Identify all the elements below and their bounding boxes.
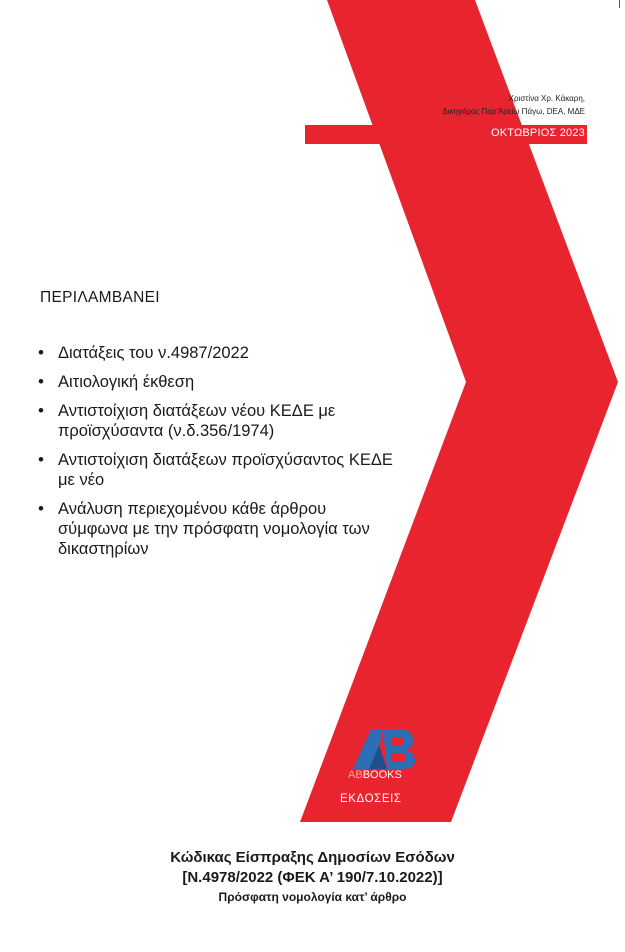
brand-books: BOOKS — [362, 769, 402, 781]
book-subtitle: Πρόσφατη νομολογία κατ’ άρθρο — [218, 890, 407, 904]
list-item: • Αντιστοίχιση διατάξεων νέου ΚΕΔΕ με προϊσχύσαντα (ν.δ.356/1974) — [38, 401, 398, 441]
publisher-brand — [348, 769, 448, 781]
crop-mark — [619, 0, 620, 8]
list-item: • Ανάλυση περιεχομένου κάθε άρθρου σύμφωνα με την πρόσφατη νομολογία των δικαστηρίων — [38, 499, 398, 559]
publisher-label: ΕΚΔΟΣΕΙΣ — [340, 793, 402, 805]
publication-date: ΟΚΤΩΒΡΙΟΣ 2023 — [490, 127, 585, 139]
author-title: Δικηγόρος Παρ'Αρείω Πάγω, DEA, ΜΔΕ — [442, 107, 585, 116]
list-item: • Αιτιολογική έκθεση — [38, 372, 398, 392]
brand-ab: AB — [348, 769, 363, 781]
author-block — [325, 92, 585, 118]
contents-heading: ΠΕΡΙΛΑΜΒΑΝΕΙ — [40, 289, 160, 306]
list-item: • Αντιστοίχιση διατάξεων προϊσχύσαντος ΚΕΔΕ με νέο — [38, 450, 398, 490]
book-law-reference: [Ν.4978/2022 (ΦΕΚ Α’ 190/7.10.2022)] — [182, 869, 443, 886]
book-title: Κώδικας Είσπραξης Δημοσίων Εσόδων — [170, 849, 455, 866]
book-title-block — [0, 848, 625, 906]
author-name: Χριστίνα Χρ. Κάκαρη, — [508, 94, 585, 103]
contents-list — [38, 343, 398, 568]
list-item: • Διατάξεις του ν.4987/2022 — [38, 343, 398, 363]
